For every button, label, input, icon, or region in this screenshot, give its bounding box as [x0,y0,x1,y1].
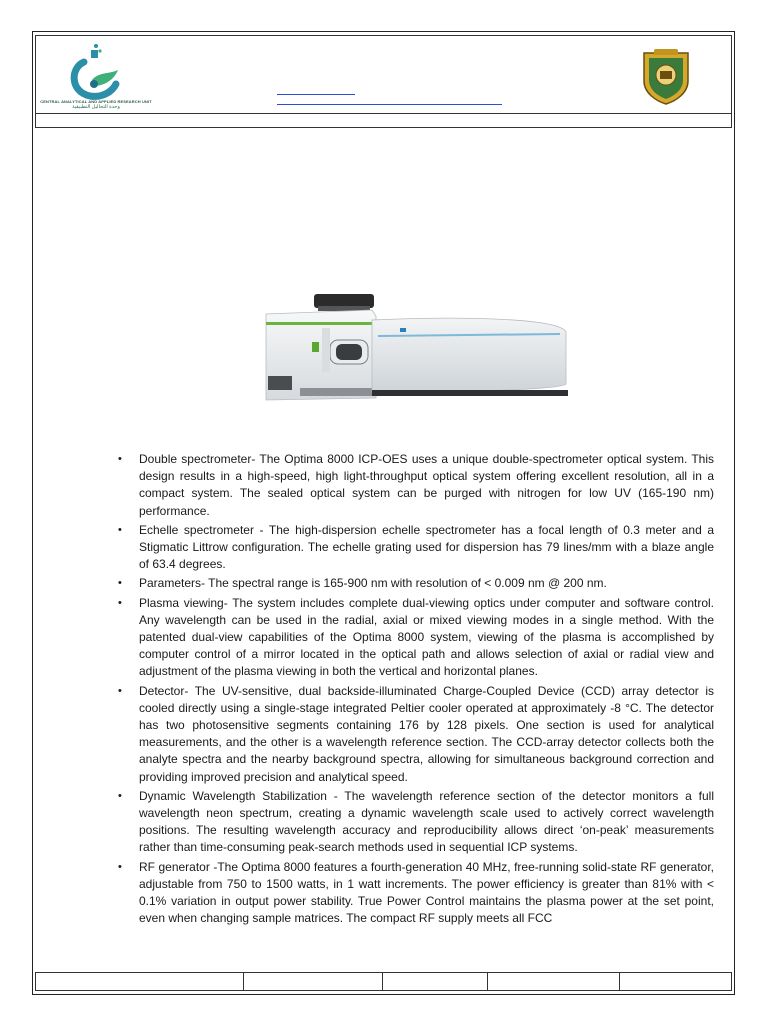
list-item [118,595,714,681]
list-item-text: Parameters- The spectral range is 165-900 nm with resolution of < 0.009 nm @ 200 nm. [139,576,607,591]
page-footer-table [35,972,732,991]
footer-cell [244,973,383,990]
logo-caption-english: CENTRAL ANALYTICAL AND APPLIED RESEARCH UNIT [40,99,152,104]
header-link-line-1[interactable] [277,94,355,95]
list-item-text: Double spectrometer- The Optima 8000 ICP-OES uses a unique double-spectrometer optical system. This design results in a high-speed, high light-throughput optical system offering excellent resolution, all in a compact system. The sealed optical system can be purged with nitrogen for low UV (165-190 nm) performance. [139,452,714,518]
list-item [118,683,714,786]
icp-oes-instrument-photo [260,292,572,404]
list-item-text: RF generator -The Optima 8000 features a fourth-generation 40 MHz, free-running solid-state RF generator, adjustable from 750 to 1500 watts, in 1 watt increments. The power efficiency is greater than 81% with < 0.1% variation in output power stability. True Power Control maintains the plasma power at the set point, even when changing sample matrices. The compact RF supply meets all FCC [139,859,714,926]
header-link-line-2[interactable] [277,104,502,105]
bullet-marker: • [118,684,122,697]
list-item-text: Plasma viewing- The system includes complete dual-viewing optics under computer and software control. Any wavelength can be used in the radial, axial or mixed viewing modes in a single method. With the patented dual-view capabilities of the Optima 8000 system, viewing of the plasma is accomplished by computer control of a mirror located in the optical path and allows selection of axial or radial view and adjustment of the plasma viewing in both the vertical and horizontal planes. [139,595,714,679]
footer-cell [620,973,731,990]
university-seal-icon [640,47,692,105]
specifications-list [118,451,714,929]
list-item-text: Echelle spectrometer - The high-dispersion echelle spectrometer has a focal length of 0.3 meter and a Stigmatic Littrow configuration. The echelle grating used for dispersion has 79 lines/mm with a blaze angle of 63.4 degrees. [139,522,714,572]
logo-caption-arabic: وحدة التحاليل التطبيقية [72,104,120,110]
bullet-marker: • [118,789,122,802]
list-item-text: Dynamic Wavelength Stabilization - The wavelength reference section of the detector monitors a full wavelength neon spectrum, creating a dynamic wavelength scale used to actively correct wavelength positions. The resulting wavelength accuracy and reproducibility allows direct ‘on-peak’ measurements rather than time-consuming peak-search methods used in sequential ICP systems. [139,788,714,855]
list-item [118,522,714,574]
footer-cell [36,973,244,990]
bullet-marker: • [118,523,122,536]
footer-cell [383,973,488,990]
bullet-marker: • [118,453,122,465]
footer-cell [488,973,621,990]
list-item [118,859,714,928]
list-item [118,451,714,520]
bullet-marker: • [118,577,122,590]
header-divider [35,113,732,114]
bullet-marker: • [118,860,122,873]
list-item [118,788,714,857]
bullet-marker: • [118,596,122,609]
list-item [118,575,714,592]
list-item-text: Detector- The UV-sensitive, dual backside-illuminated Charge-Coupled Device (CCD) array detector is cooled directly using a single-stage integrated Peltier cooler operated at approximately -8 °C. The detector has two photosensitive segments containing 176 by 128 pixels. One section is used for analytical measurements, and the other is a wavelength reference section. The CCD-array detector collects both the analyte spectra and the nearby background spectra, allowing for simultaneous background correction and providing improved precision and analytical speed. [139,683,714,784]
